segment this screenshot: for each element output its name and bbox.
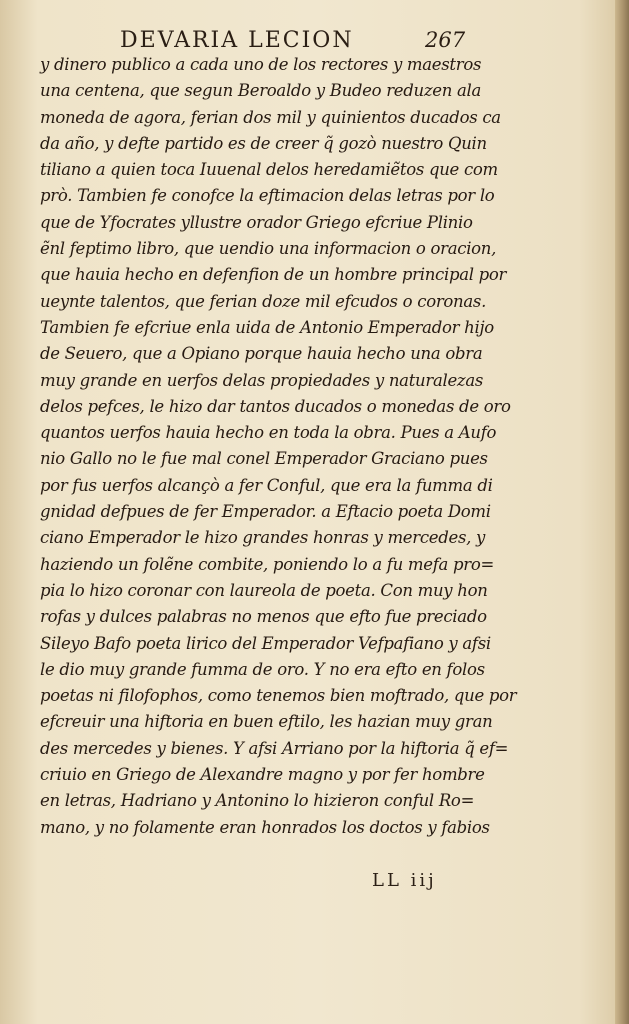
body-text: [40, 52, 520, 841]
text-line: y dinero publico a cada uno de los rectores y maestros: [40, 55, 482, 74]
text-line: pia lo hizo coronar con laureola de poeta. Con muy hon: [40, 580, 488, 600]
text-line: una centena, que segun Beroaldo y Budeo reduzen ala: [40, 81, 482, 101]
text-line: des mercedes y bienes. Y afsi Arriano por la hiftoria q̃ ef=: [40, 738, 509, 758]
text-line: ẽnl feptimo libro, que uendio una informacion o oracion,: [40, 239, 497, 259]
text-line: tiliano a quien toca Iuuenal delos heredamiẽtos que com: [40, 160, 498, 180]
text-line: de Seuero, que a Opiano porque hauia hecho una obra: [40, 344, 483, 364]
text-line: que de Yfocrates yllustre orador Griego efcriue Plinio: [40, 212, 473, 232]
signature-mark: LL iij: [372, 870, 437, 891]
text-line: muy grande en uerfos delas propiedades y naturalezas: [40, 370, 484, 390]
text-line: en letras, Hadriano y Antonino lo hizieron conful Ro=: [40, 791, 475, 811]
text-line: Tambien fe efcriue enla uida de Antonio Emperador hijo: [40, 317, 494, 337]
text-line: criuio en Griego de Alexandre magno y por fer hombre: [40, 765, 485, 785]
text-line: nio Gallo no le fue mal conel Emperador Graciano pues: [40, 449, 488, 469]
text-line: ciano Emperador le hizo grandes honras y mercedes, y: [40, 528, 486, 548]
text-line: le dio muy grande fumma de oro. Y no era efto en folos: [40, 659, 485, 679]
text-line: gnidad defpues de fer Emperador. a Eftacio poeta Domi: [40, 502, 491, 522]
text-line: por fus uerfos alcançò a fer Conful, que era la fumma di: [40, 475, 493, 495]
text-line: da año, y defte partido es de creer q̃ gozò nuestro Quin: [40, 133, 487, 153]
text-line: prò. Tambien fe conofce la eftimacion delas letras por lo: [40, 186, 495, 206]
text-line: poetas ni filofophos, como tenemos bien moftrado, que por: [40, 686, 517, 706]
text-line: efcreuir una hiftoria en buen eftilo, les hazian muy gran: [40, 712, 493, 732]
text-line: ueynte talentos, que ferian doze mil efcudos o coronas.: [40, 291, 487, 311]
text-line: moneda de agora, ferian dos mil y quinientos ducados ca: [40, 107, 501, 127]
text-line: mano, y no folamente eran honrados los doctos y fabios: [40, 817, 490, 837]
page-number: 267: [425, 28, 466, 52]
text-line: quantos uerfos hauia hecho en toda la obra. Pues a Aufo: [40, 423, 497, 443]
text-line: haziendo un folẽne combite, poniendo lo a fu mefa pro=: [40, 554, 494, 574]
text-line: delos pefces, le hizo dar tantos ducados o monedas de oro: [40, 396, 511, 416]
page-edge: [615, 0, 629, 1024]
text-line: rofas y dulces palabras no menos que efto fue preciado: [40, 607, 487, 627]
text-line: que hauia hecho en defenfion de un hombre principal por: [40, 265, 507, 285]
running-title: DEVARIA LECION: [120, 28, 354, 53]
text-line: Sileyo Bafo poeta lirico del Emperador Vefpafiano y afsi: [40, 633, 491, 653]
